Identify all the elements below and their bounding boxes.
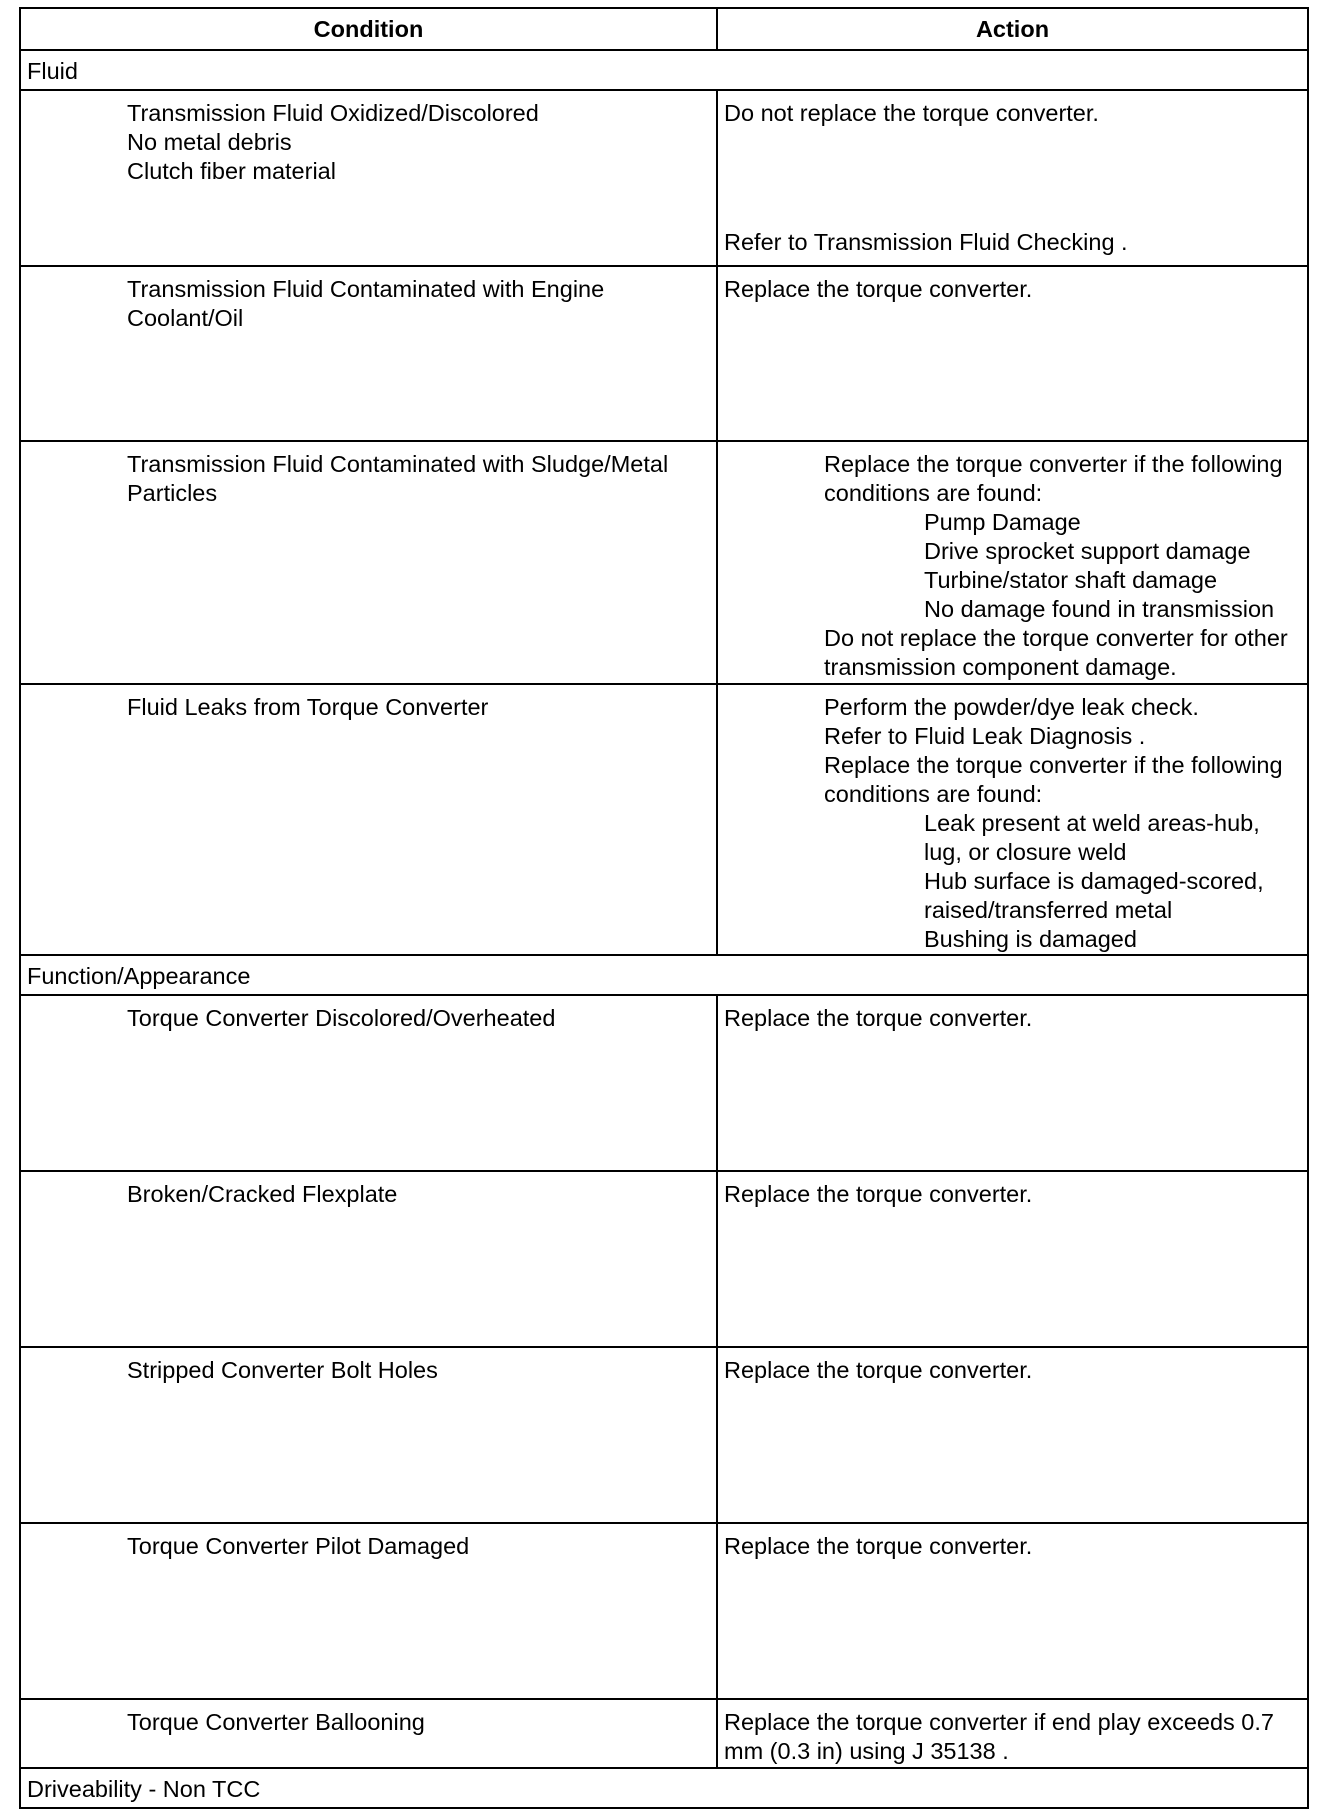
- condition-cell: Torque Converter Discolored/Overheated: [21, 996, 718, 1170]
- table-row: [21, 994, 1307, 1170]
- condition-cell: Transmission Fluid Oxidized/Discolored No metal debris Clutch fiber material: [21, 91, 718, 265]
- section-title-function-appearance: Function/Appearance: [21, 954, 1307, 994]
- condition-header: Condition: [21, 9, 718, 49]
- action-cell: Do not replace the torque converter. Refer to Transmission Fluid Checking .: [724, 100, 1128, 255]
- table-row: [21, 1522, 1307, 1698]
- action-cell: Replace the torque converter.: [724, 1005, 1033, 1031]
- action-cell: Replace the torque converter.: [724, 1181, 1033, 1207]
- condition-cell: Torque Converter Pilot Damaged: [21, 1524, 718, 1698]
- action-cell: Replace the torque converter.: [724, 1533, 1033, 1559]
- section-title-driveability: Driveability - Non TCC: [21, 1767, 1307, 1807]
- section-title-fluid: Fluid: [21, 49, 1307, 89]
- condition-cell: Fluid Leaks from Torque Converter: [21, 685, 718, 954]
- table-header: [21, 9, 1307, 49]
- table-row: [21, 265, 1307, 440]
- condition-cell: Broken/Cracked Flexplate: [21, 1172, 718, 1346]
- diagnosis-table: [19, 7, 1309, 1809]
- action-cell: Replace the torque converter.: [724, 1357, 1033, 1383]
- table-row: [21, 1346, 1307, 1522]
- condition-cell: Torque Converter Ballooning: [21, 1700, 718, 1767]
- condition-cell: Transmission Fluid Contaminated with Sludge/Metal Particles: [21, 442, 718, 683]
- condition-cell: Stripped Converter Bolt Holes: [21, 1348, 718, 1522]
- table-row: [21, 440, 1307, 683]
- action-cell: Perform the powder/dye leak check. Refer to Fluid Leak Diagnosis . Replace the torque converter if the following conditions are found: Leak present at weld areas-hub, lug, or closure weld Hub surface is damaged-scored, raised/transferred metal Bushing is damaged: [824, 694, 1283, 952]
- table-row: [21, 1170, 1307, 1346]
- action-header: Action: [975, 16, 1050, 42]
- action-cell: Replace the torque converter.: [724, 276, 1033, 302]
- table-row: [21, 1698, 1307, 1767]
- table-row: [21, 89, 1307, 265]
- action-cell: Replace the torque converter if the following conditions are found: Pump Damage Drive sprocket support damage Turbine/stator shaft damage No damage found in transmission Do not replace the torque converter for other transmission component damage.: [824, 451, 1288, 680]
- action-cell: Replace the torque converter if end play exceeds 0.7 mm (0.3 in) using J 35138 .: [724, 1709, 1274, 1764]
- table-row: [21, 683, 1307, 954]
- condition-cell: Transmission Fluid Contaminated with Engine Coolant/Oil: [21, 267, 718, 440]
